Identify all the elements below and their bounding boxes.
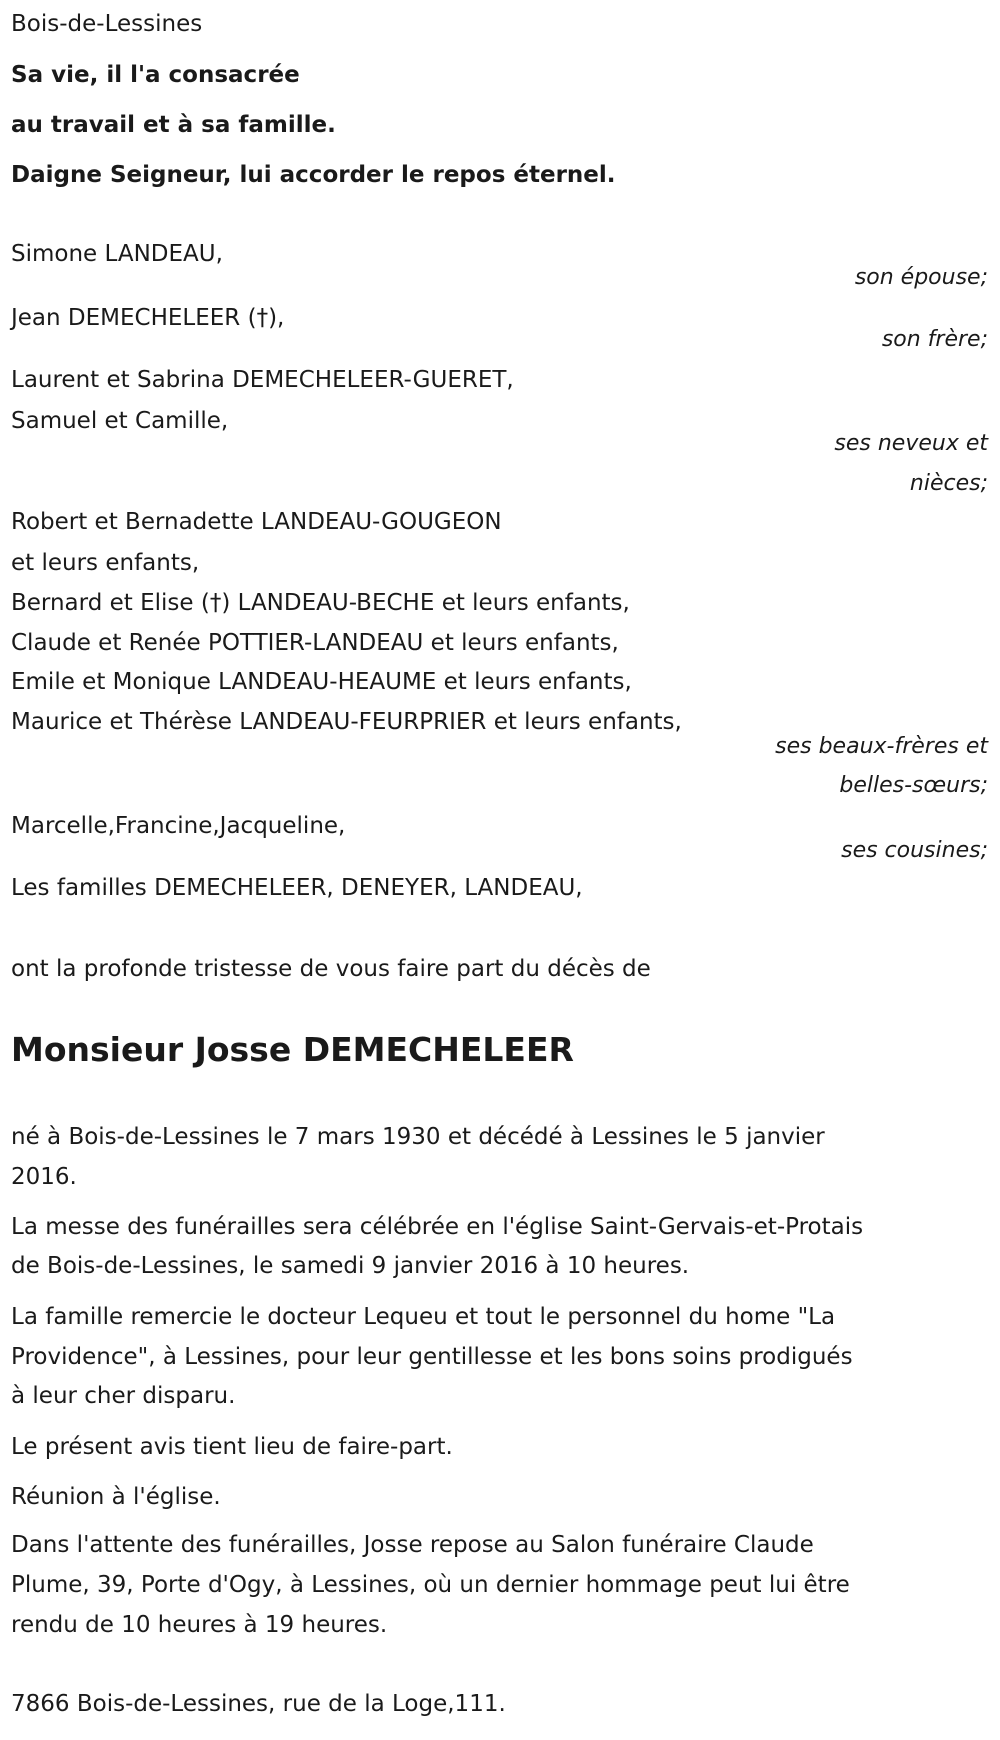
verse-line: Daigne Seigneur, lui accorder le repos éternel. <box>11 162 616 188</box>
place: Bois-de-Lessines <box>11 11 203 37</box>
inlaw-line: Bernard et Elise (†) LANDEAU-BECHE et leurs enfants, <box>11 590 630 616</box>
verse-line: au travail et à sa famille. <box>11 112 336 138</box>
spouse-name: Simone LANDEAU, <box>11 241 223 267</box>
nephews-role: ses neveux et <box>834 431 988 456</box>
viewing-line: Dans l'attente des funérailles, Josse repose au Salon funéraire Claude <box>11 1532 814 1558</box>
inlaw-line: Claude et Renée POTTIER-LANDEAU et leurs enfants, <box>11 630 619 656</box>
birth-line: 2016. <box>11 1164 77 1190</box>
cousins-role: ses cousines; <box>841 838 988 863</box>
brother-role: son frère; <box>881 327 988 352</box>
verse-line: Sa vie, il l'a consacrée <box>11 62 300 88</box>
nephew-line: Samuel et Camille, <box>11 408 229 434</box>
nephews-role: nièces; <box>909 471 988 496</box>
nephew-line: Laurent et Sabrina DEMECHELEER-GUERET, <box>11 367 514 393</box>
mass-line: La messe des funérailles sera célébrée en l'église Saint-Gervais-et-Protais <box>11 1214 864 1240</box>
deceased-name: Monsieur Josse DEMECHELEER <box>11 1030 574 1069</box>
inlaws-role: belles-sœurs; <box>839 773 988 798</box>
address: 7866 Bois-de-Lessines, rue de la Loge,111. <box>11 1691 506 1717</box>
inlaw-line: Emile et Monique LANDEAU-HEAUME et leurs enfants, <box>11 669 632 695</box>
brother-name: Jean DEMECHELEER (†), <box>11 305 285 331</box>
thanks-line: à leur cher disparu. <box>11 1383 236 1409</box>
viewing-line: Plume, 39, Porte d'Ogy, à Lessines, où un dernier hommage peut lui être <box>11 1572 850 1598</box>
cousins-names: Marcelle,Francine,Jacqueline, <box>11 813 346 839</box>
notice-line: Le présent avis tient lieu de faire-part. <box>11 1434 453 1460</box>
inlaw-line: Maurice et Thérèse LANDEAU-FEURPRIER et leurs enfants, <box>11 709 682 735</box>
announcement: ont la profonde tristesse de vous faire part du décès de <box>11 956 651 982</box>
thanks-line: La famille remercie le docteur Lequeu et tout le personnel du home "La <box>11 1304 836 1330</box>
inlaw-line: Robert et Bernadette LANDEAU-GOUGEON <box>11 509 502 535</box>
thanks-line: Providence", à Lessines, pour leur gentillesse et les bons soins prodigués <box>11 1344 853 1370</box>
birth-line: né à Bois-de-Lessines le 7 mars 1930 et décédé à Lessines le 5 janvier <box>11 1124 825 1150</box>
spouse-role: son épouse; <box>854 265 988 290</box>
viewing-line: rendu de 10 heures à 19 heures. <box>11 1612 388 1638</box>
inlaws-role: ses beaux-frères et <box>775 734 988 759</box>
inlaw-line: et leurs enfants, <box>11 550 200 576</box>
mass-line: de Bois-de-Lessines, le samedi 9 janvier 2016 à 10 heures. <box>11 1253 690 1279</box>
meeting-line: Réunion à l'église. <box>11 1484 221 1510</box>
families-line: Les familles DEMECHELEER, DENEYER, LANDEAU, <box>11 875 583 901</box>
